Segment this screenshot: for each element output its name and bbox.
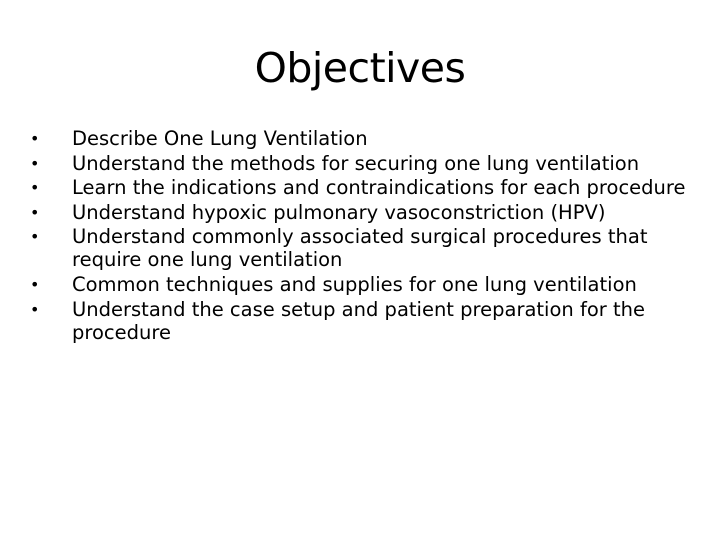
list-item-text: Understand hypoxic pulmonary vasoconstriction (HPV) <box>72 200 606 224</box>
list-item <box>28 201 708 224</box>
bullet-icon: • <box>30 274 40 294</box>
list-item <box>28 152 708 175</box>
list-item-text: Understand commonly associated surgical procedures that require one lung ventilation <box>72 225 648 272</box>
list-item-text: Describe One Lung Ventilation <box>72 127 368 150</box>
list-item-text: Understand the case setup and patient preparation for the procedure <box>72 297 645 344</box>
slide-title: Objectives <box>254 44 466 92</box>
list-item <box>28 127 708 150</box>
list-item <box>28 225 708 271</box>
list-item <box>28 176 708 199</box>
bullet-icon: • <box>30 299 40 319</box>
list-item-text: Common techniques and supplies for one lung ventilation <box>72 272 637 296</box>
bullet-icon: • <box>30 227 40 247</box>
bullet-icon: • <box>30 202 40 222</box>
bullet-icon: • <box>30 153 40 173</box>
list-item <box>28 298 708 344</box>
list-item-text: Understand the methods for securing one lung ventilation <box>72 151 640 175</box>
list-item-text: Learn the indications and contraindications for each procedure <box>72 176 686 200</box>
list-item <box>28 273 708 296</box>
bullet-icon: • <box>30 129 40 148</box>
objectives-list <box>28 127 708 345</box>
bullet-icon: • <box>30 178 40 198</box>
